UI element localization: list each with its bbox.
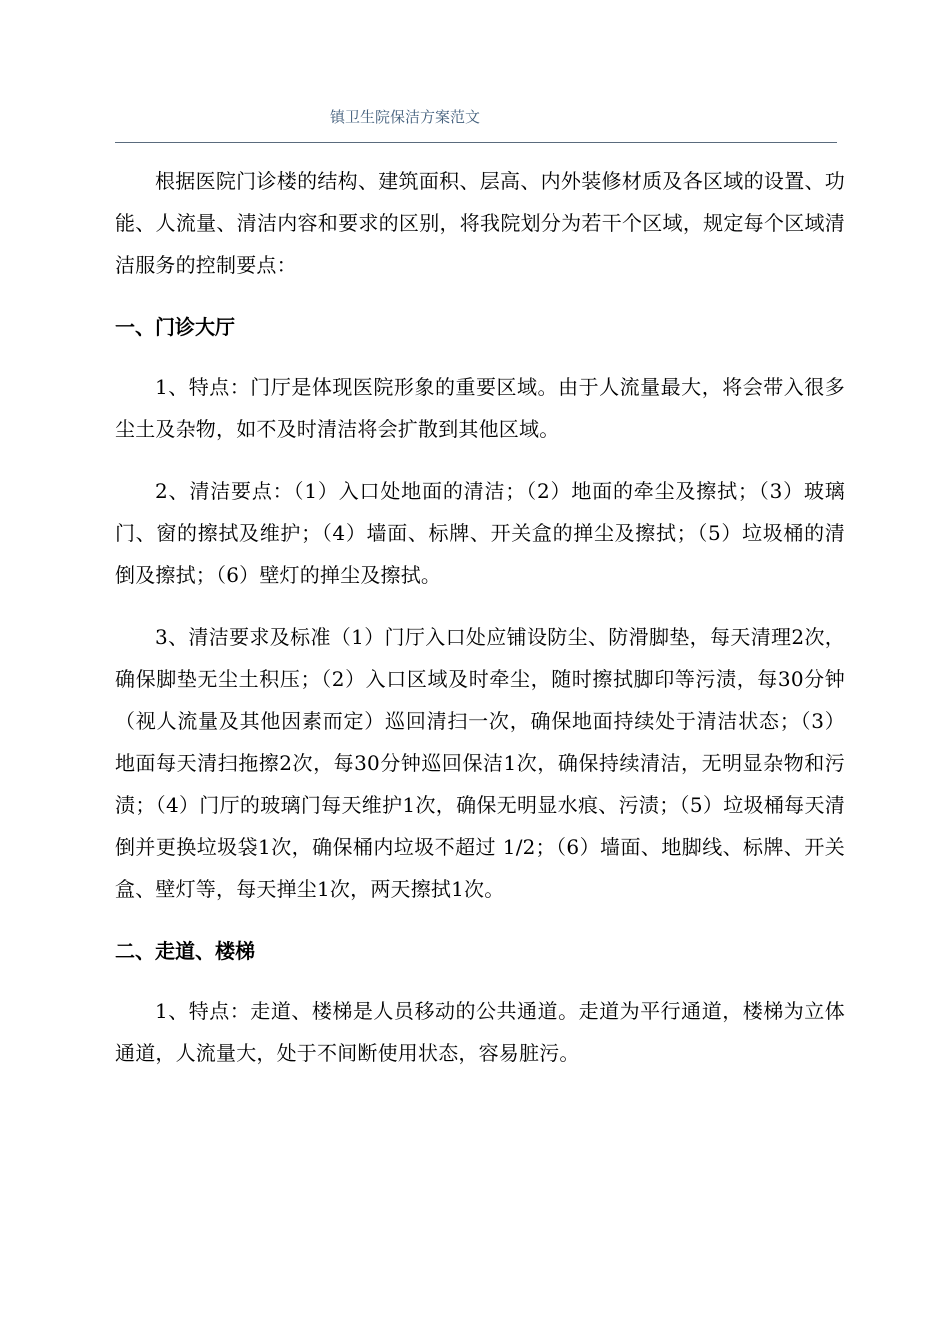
page-header <box>115 100 837 143</box>
section-heading-corridors: 二、走道、楼梯 <box>115 939 255 963</box>
header-title: 镇卫生院保洁方案范文 <box>330 108 481 126</box>
lobby-standards-paragraph: 3、清洁要求及标准（1）门厅入口处应铺设防尘、防滑脚垫，每天清理2次，确保脚垫无尘土积压；（2）入口区域及时牵尘，随时擦拭脚印等污渍，每30分钟（视人流量及其他因素而定）巡回清扫一次，确保地面持续处于清洁状态；（3）地面每天清扫拖擦2次，每30分钟巡回保洁1次，确保持续清洁，无明显杂物和污渍；（4）门厅的玻璃门每天维护1次，确保无明显水痕、污渍；（5）垃圾桶每天清倒并更换垃圾袋1次，确保桶内垃圾不超过 1/2；（6）墙面、地脚线、标牌、开关盒、壁灯等，每天掸尘1次，两天擦拭1次。 <box>115 625 845 901</box>
lobby-cleaning-points-paragraph: 2、清洁要点：（1）入口处地面的清洁；（2）地面的牵尘及擦拭；（3）玻璃门、窗的擦拭及维护；（4）墙面、标牌、开关盒的掸尘及擦拭；（5）垃圾桶的清倒及擦拭；（6）壁灯的掸尘及擦拭。 <box>115 479 845 587</box>
section-heading-lobby: 一、门诊大厅 <box>115 315 235 339</box>
lobby-features-paragraph: 1、特点：门厅是体现医院形象的重要区域。由于人流量最大，将会带入很多尘土及杂物，如不及时清洁将会扩散到其他区域。 <box>115 375 845 441</box>
corridor-features-paragraph: 1、特点：走道、楼梯是人员移动的公共通道。走道为平行通道，楼梯为立体通道，人流量大，处于不间断使用状态，容易脏污。 <box>115 999 845 1065</box>
intro-paragraph: 根据医院门诊楼的结构、建筑面积、层高、内外装修材质及各区域的设置、功能、人流量、清洁内容和要求的区别，将我院划分为若干个区域，规定每个区域清洁服务的控制要点： <box>115 169 845 277</box>
document-body <box>115 160 845 1094</box>
